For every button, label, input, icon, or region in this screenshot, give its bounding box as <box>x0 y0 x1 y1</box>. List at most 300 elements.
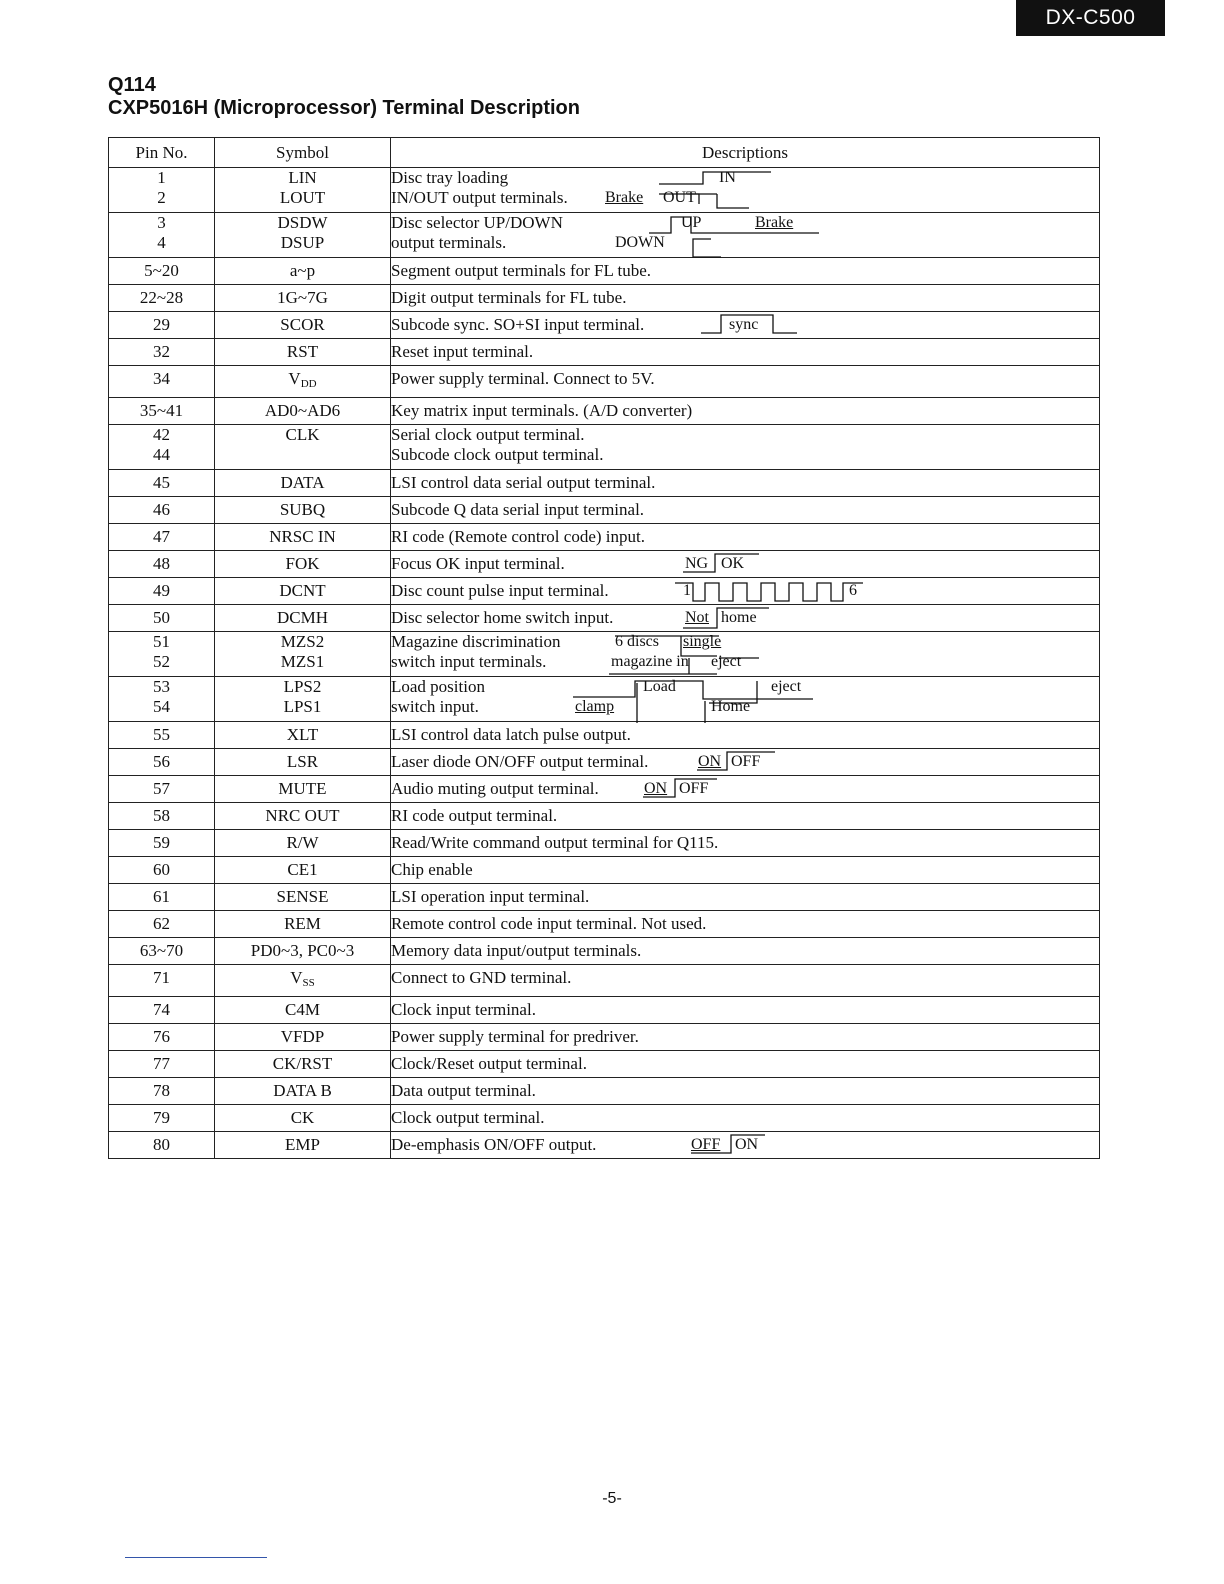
emp-on-label: ON <box>735 1136 759 1153</box>
pin-cell <box>109 470 215 497</box>
symbol-main: V <box>290 968 303 987</box>
pin-cell <box>109 258 215 285</box>
description-body <box>391 470 1099 496</box>
symbol-text <box>215 168 390 188</box>
description-body <box>391 965 1099 996</box>
symbol-text <box>215 803 390 829</box>
symbol-cell <box>215 524 391 551</box>
symbol-main: LSR <box>286 752 319 771</box>
description-cell <box>391 803 1100 830</box>
description-body <box>391 605 1099 631</box>
symbol-text <box>215 1078 390 1104</box>
table-row <box>109 258 1100 285</box>
description-cell <box>391 722 1100 749</box>
symbol-text <box>215 233 390 253</box>
pin-cell <box>109 722 215 749</box>
description-body <box>391 398 1099 424</box>
symbol-text <box>215 857 390 883</box>
dsdw-waveform <box>649 215 819 257</box>
description-body <box>391 339 1099 365</box>
description-cell <box>391 830 1100 857</box>
description-body <box>391 632 1099 676</box>
pin-number: 1 <box>157 168 166 187</box>
pin-number: 79 <box>153 1108 170 1127</box>
table-row <box>109 677 1100 722</box>
pin-cell <box>109 168 215 213</box>
pin-number: 49 <box>153 581 170 600</box>
table-row <box>109 168 1100 213</box>
symbol-cell <box>215 258 391 285</box>
description-text: Clock/Reset output terminal. <box>391 1054 587 1073</box>
footer-rule <box>125 1557 267 1558</box>
table-row <box>109 722 1100 749</box>
description-cell <box>391 285 1100 312</box>
fok-ng-label: NG <box>685 555 709 572</box>
description-text: LSI control data serial output terminal. <box>391 473 656 492</box>
mute-off-label: OFF <box>679 780 709 797</box>
symbol-text <box>215 398 390 424</box>
description-body <box>391 677 1099 721</box>
description-cell <box>391 857 1100 884</box>
description-cell <box>391 339 1100 366</box>
pin-cell <box>109 1078 215 1105</box>
symbol-text <box>215 749 390 775</box>
table-row <box>109 398 1100 425</box>
description-text: Magazine discrimination <box>391 632 561 651</box>
description-text: Read/Write command output terminal for Q115. <box>391 833 719 852</box>
symbol-header: Symbol <box>215 138 391 168</box>
symbol-text <box>215 470 390 496</box>
symbol-main: DCMH <box>276 608 328 627</box>
symbol-cell <box>215 398 391 425</box>
symbol-cell <box>215 677 391 722</box>
symbol-main: FOK <box>285 554 320 573</box>
table-row <box>109 749 1100 776</box>
pin-number: 56 <box>153 752 170 771</box>
symbol-main: LPS2 <box>283 677 322 696</box>
symbol-subscript: SS <box>302 977 315 989</box>
pin-number: 3 <box>157 213 166 232</box>
pin-cell <box>109 366 215 398</box>
symbol-text <box>215 339 390 365</box>
pin-cell <box>109 884 215 911</box>
description-text: Memory data input/output terminals. <box>391 941 642 960</box>
pin-number: 51 <box>153 632 170 651</box>
symbol-main: DATA <box>280 473 325 492</box>
description-cell <box>391 258 1100 285</box>
pin-number: 53 <box>153 677 170 696</box>
symbol-text <box>215 366 390 397</box>
symbol-cell <box>215 997 391 1024</box>
symbol-main: a~p <box>289 261 316 280</box>
symbol-main: CE1 <box>287 860 318 879</box>
table-row <box>109 605 1100 632</box>
pin-cell <box>109 1024 215 1051</box>
description-text: Disc tray loading <box>391 168 509 187</box>
symbol-cell <box>215 803 391 830</box>
description-text: Power supply terminal. Connect to 5V. <box>391 369 655 388</box>
description-cell <box>391 632 1100 677</box>
symbol-main: MZS2 <box>280 632 325 651</box>
symbol-main: 1G~7G <box>277 288 328 307</box>
pin-number: 47 <box>153 527 170 546</box>
symbol-cell <box>215 605 391 632</box>
symbol-main: LPS1 <box>283 697 322 716</box>
symbol-cell <box>215 938 391 965</box>
pin-cell <box>109 524 215 551</box>
pin-number: 80 <box>153 1135 170 1154</box>
page-title: CXP5016H (Microprocessor) Terminal Description <box>108 97 580 119</box>
description-body <box>391 1105 1099 1131</box>
pin-number: 35~41 <box>139 401 184 420</box>
pin-number: 63~70 <box>139 941 184 960</box>
mute-on-label: ON <box>644 780 668 797</box>
symbol-main: CK <box>290 1108 315 1127</box>
pin-number: 2 <box>157 188 166 207</box>
dcmh-home-label: home <box>721 609 757 626</box>
symbol-cell <box>215 312 391 339</box>
pin-cell <box>109 578 215 605</box>
symbol-text <box>215 1105 390 1131</box>
description-cell <box>391 677 1100 722</box>
pin-number: 61 <box>153 887 170 906</box>
description-text: Remote control code input terminal. Not used. <box>391 914 707 933</box>
symbol-text <box>215 497 390 523</box>
pin-header: Pin No. <box>109 138 215 168</box>
symbol-text <box>215 605 390 631</box>
symbol-main: AD0~AD6 <box>264 401 341 420</box>
pin-number: 45 <box>153 473 170 492</box>
pin-cell <box>109 1105 215 1132</box>
symbol-main: RST <box>286 342 319 361</box>
symbol-main: V <box>288 369 301 388</box>
symbol-main: REM <box>284 914 321 933</box>
symbol-text <box>215 524 390 550</box>
description-body <box>391 911 1099 937</box>
symbol-text <box>215 632 390 652</box>
pin-cell <box>109 803 215 830</box>
pin-number: 78 <box>153 1081 170 1100</box>
description-cell <box>391 1105 1100 1132</box>
description-body <box>391 551 1099 577</box>
symbol-text <box>215 188 390 208</box>
pin-number: 74 <box>153 1000 170 1019</box>
description-cell <box>391 398 1100 425</box>
table-row <box>109 938 1100 965</box>
symbol-main: NRSC IN <box>269 527 336 546</box>
symbol-text <box>215 965 390 996</box>
symbol-text <box>215 1051 390 1077</box>
symbol-cell <box>215 1051 391 1078</box>
symbol-cell <box>215 857 391 884</box>
pin-number: 48 <box>153 554 170 573</box>
dsdw-up-label: UP <box>681 214 702 231</box>
symbol-text <box>215 697 390 717</box>
symbol-text <box>215 776 390 802</box>
description-body <box>391 578 1099 604</box>
description-body <box>391 213 1099 257</box>
description-text: Audio muting output terminal. <box>391 779 599 798</box>
symbol-main: VFDP <box>280 1027 325 1046</box>
symbol-cell <box>215 470 391 497</box>
description-text: Clock output terminal. <box>391 1108 545 1127</box>
symbol-cell <box>215 339 391 366</box>
pin-number: 62 <box>153 914 170 933</box>
pin-number: 57 <box>153 779 170 798</box>
dcnt-waveform <box>675 579 865 605</box>
mzs-single-label: single <box>683 633 722 650</box>
symbol-main: DATA B <box>273 1081 332 1100</box>
table-row <box>109 524 1100 551</box>
symbol-text <box>215 258 390 284</box>
table-row <box>109 425 1100 470</box>
pin-number: 32 <box>153 342 170 361</box>
scor-sync-label: sync <box>729 316 759 333</box>
lsr-off-label: OFF <box>731 753 761 770</box>
symbol-cell <box>215 632 391 677</box>
pin-cell <box>109 312 215 339</box>
mzs-eject-label: eject <box>711 653 742 670</box>
symbol-cell <box>215 1105 391 1132</box>
symbol-cell <box>215 285 391 312</box>
description-cell <box>391 213 1100 258</box>
dcmh-not-label: Not <box>685 609 709 626</box>
symbol-main: CLK <box>285 425 320 444</box>
pin-number: 42 <box>153 425 170 444</box>
description-text: RI code (Remote control code) input. <box>391 527 645 546</box>
description-text: Laser diode ON/OFF output terminal. <box>391 752 649 771</box>
symbol-cell <box>215 578 391 605</box>
description-body <box>391 1078 1099 1104</box>
pin-number: 54 <box>153 697 170 716</box>
description-text: Subcode Q data serial input terminal. <box>391 500 645 519</box>
symbol-cell <box>215 213 391 258</box>
symbol-main: DSDW <box>277 213 328 232</box>
pin-cell <box>109 938 215 965</box>
symbol-main: R/W <box>286 833 319 852</box>
description-text: Connect to GND terminal. <box>391 968 572 987</box>
description-body <box>391 524 1099 550</box>
symbol-text <box>215 884 390 910</box>
symbol-text <box>215 425 390 445</box>
pin-number: 29 <box>153 315 170 334</box>
symbol-text <box>215 312 390 338</box>
pin-cell <box>109 605 215 632</box>
table-row <box>109 285 1100 312</box>
symbol-cell <box>215 830 391 857</box>
pin-number: 44 <box>153 445 170 464</box>
symbol-cell <box>215 497 391 524</box>
pin-cell <box>109 857 215 884</box>
lps-eject-label: eject <box>771 678 802 695</box>
description-body <box>391 168 1099 212</box>
symbol-cell <box>215 776 391 803</box>
description-text: switch input terminals. <box>391 652 547 671</box>
pin-cell <box>109 677 215 722</box>
symbol-main: SUBQ <box>279 500 326 519</box>
page-heading <box>108 74 580 120</box>
description-cell <box>391 1078 1100 1105</box>
pin-number: 55 <box>153 725 170 744</box>
symbol-text <box>215 578 390 604</box>
description-body <box>391 1024 1099 1050</box>
description-body <box>391 722 1099 748</box>
symbol-cell <box>215 1078 391 1105</box>
symbol-main: NRC OUT <box>265 806 340 825</box>
description-text: Disc count pulse input terminal. <box>391 581 609 600</box>
description-body <box>391 312 1099 338</box>
table-row <box>109 830 1100 857</box>
lps-clamp-label: clamp <box>575 698 615 715</box>
symbol-text <box>215 911 390 937</box>
symbol-text <box>215 722 390 748</box>
pin-cell <box>109 497 215 524</box>
pin-number: 59 <box>153 833 170 852</box>
symbol-main: PD0~3, PC0~3 <box>250 941 355 960</box>
pin-cell <box>109 1132 215 1159</box>
symbol-main: DSUP <box>280 233 325 252</box>
pin-number: 71 <box>153 968 170 987</box>
table-row <box>109 1132 1100 1159</box>
description-text: Key matrix input terminals. (A/D converter) <box>391 401 693 420</box>
page-number: -5- <box>602 1490 622 1507</box>
pin-number: 22~28 <box>139 288 184 307</box>
table-row <box>109 776 1100 803</box>
lin-out-label: OUT <box>663 189 696 206</box>
pin-number: 34 <box>153 369 170 388</box>
description-body <box>391 1132 1099 1158</box>
symbol-cell <box>215 1132 391 1159</box>
symbol-main: MUTE <box>278 779 327 798</box>
description-body <box>391 749 1099 775</box>
table-row <box>109 1051 1100 1078</box>
table-row <box>109 213 1100 258</box>
description-cell <box>391 749 1100 776</box>
pin-cell <box>109 1051 215 1078</box>
symbol-cell <box>215 965 391 997</box>
description-text: RI code output terminal. <box>391 806 558 825</box>
symbol-text <box>215 997 390 1023</box>
dcnt-end-label: 6 <box>849 582 857 599</box>
description-text: LSI control data latch pulse output. <box>391 725 631 744</box>
description-cell <box>391 366 1100 398</box>
description-cell <box>391 965 1100 997</box>
table-row <box>109 803 1100 830</box>
symbol-cell <box>215 168 391 213</box>
description-cell <box>391 938 1100 965</box>
symbol-cell <box>215 1024 391 1051</box>
pin-cell <box>109 749 215 776</box>
table-row <box>109 312 1100 339</box>
symbol-main: MZS1 <box>280 652 325 671</box>
description-cell <box>391 470 1100 497</box>
symbol-main: SENSE <box>276 887 329 906</box>
symbol-text <box>215 285 390 311</box>
pin-number: 46 <box>153 500 170 519</box>
description-body <box>391 803 1099 829</box>
lin-brake-label: Brake <box>605 189 644 206</box>
desc-header: Descriptions <box>391 138 1100 168</box>
table-row <box>109 1105 1100 1132</box>
description-text: Load position <box>391 677 485 696</box>
description-text: Subcode clock output terminal. <box>391 445 604 464</box>
fok-ok-label: OK <box>721 555 745 572</box>
symbol-text <box>215 213 390 233</box>
description-text: De-emphasis ON/OFF output. <box>391 1135 597 1154</box>
pin-cell <box>109 213 215 258</box>
symbol-cell <box>215 884 391 911</box>
table-row <box>109 632 1100 677</box>
description-text: Subcode sync. SO+SI input terminal. <box>391 315 645 334</box>
dsdw-down-label: DOWN <box>615 234 665 251</box>
symbol-cell <box>215 749 391 776</box>
lps-load-label: Load <box>643 678 676 695</box>
symbol-main: SCOR <box>280 315 325 334</box>
mzs-6discs-label: 6 discs <box>615 633 659 650</box>
table-row <box>109 997 1100 1024</box>
description-text: Power supply terminal for predriver. <box>391 1027 639 1046</box>
table-row <box>109 366 1100 398</box>
mzs-magazine-label: magazine in <box>611 653 689 670</box>
table-row <box>109 551 1100 578</box>
description-text: output terminals. <box>391 233 507 252</box>
description-cell <box>391 578 1100 605</box>
description-body <box>391 857 1099 883</box>
description-text: IN/OUT output terminals. <box>391 188 568 207</box>
pin-number: 76 <box>153 1027 170 1046</box>
symbol-text <box>215 830 390 856</box>
description-body <box>391 366 1099 397</box>
description-body <box>391 830 1099 856</box>
symbol-main: EMP <box>285 1135 320 1154</box>
emp-off-label: OFF <box>691 1136 721 1153</box>
symbol-subscript: DD <box>300 378 317 390</box>
symbol-text <box>215 1024 390 1050</box>
terminal-table <box>108 137 1100 1159</box>
pin-cell <box>109 965 215 997</box>
description-text: Focus OK input terminal. <box>391 554 565 573</box>
pin-cell <box>109 830 215 857</box>
dsdw-brake-label: Brake <box>755 214 794 231</box>
symbol-cell <box>215 425 391 470</box>
description-body <box>391 258 1099 284</box>
pin-cell <box>109 632 215 677</box>
description-cell <box>391 884 1100 911</box>
symbol-cell <box>215 366 391 398</box>
description-cell <box>391 1051 1100 1078</box>
symbol-main: LIN <box>288 168 317 187</box>
symbol-text <box>215 551 390 577</box>
table-row <box>109 884 1100 911</box>
symbol-main: DCNT <box>279 581 326 600</box>
symbol-main: LOUT <box>279 188 326 207</box>
pin-number: 5~20 <box>144 261 179 280</box>
pin-number: 60 <box>153 860 170 879</box>
description-text: Reset input terminal. <box>391 342 534 361</box>
description-body <box>391 425 1099 469</box>
lps-home-label: Home <box>711 698 751 715</box>
description-body <box>391 884 1099 910</box>
description-cell <box>391 605 1100 632</box>
table-row <box>109 857 1100 884</box>
description-body <box>391 1051 1099 1077</box>
component-ref: Q114 <box>108 74 156 96</box>
symbol-text <box>215 938 390 964</box>
description-text: Data output terminal. <box>391 1081 536 1100</box>
description-cell <box>391 168 1100 213</box>
description-text: Digit output terminals for FL tube. <box>391 288 627 307</box>
pin-number: 77 <box>153 1054 170 1073</box>
